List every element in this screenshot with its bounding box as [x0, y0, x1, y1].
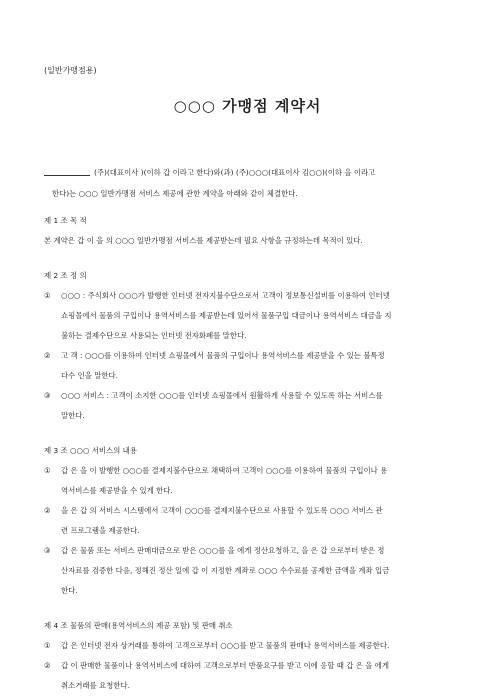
clause-number: ①: [44, 641, 51, 650]
clause-number: ③: [44, 391, 51, 400]
clause-item: [44, 386, 462, 426]
usage-label: (일반가맹점용): [44, 66, 97, 75]
clause-line: 련 프로그램을 제공한다.: [61, 526, 140, 535]
clause-number: ①: [44, 291, 51, 300]
article-heading: 제 3 조 ○○○ 서비스의 내용: [44, 446, 137, 455]
clause-line: 을 은 갑 의 서비스 시스템에서 고객이 ○○○를 결제지불수단으로 사용할 수 있도록 ○○○ 서비스 관: [61, 506, 383, 515]
clause-number: ②: [44, 351, 51, 360]
clause-line: 불하는 결제수단으로 사용되는 인터넷 전자화폐를 말한다.: [61, 331, 247, 340]
clause-line: 말한다.: [61, 411, 85, 420]
clause-number: ③: [44, 546, 51, 555]
clause-number: ②: [44, 661, 51, 670]
clause-line: 쇼핑몰에서 물품의 구입이나 용역서비스를 제공받는데 있어서 물품구입 대금이나 용역서비스 대금을 지: [61, 311, 392, 320]
clause-line: 산자료를 검증한 다음, 정해진 정산 일에 갑 이 지정한 계좌로 ○○○ 수수료를 공제한 금액을 계좌 입금: [61, 566, 390, 575]
clause-line: 갑 은 을 이 발행한 ○○○를 결제지불수단으로 채택하여 고객이 ○○○를 이용하여 물품의 구입이나 용: [61, 466, 388, 475]
blank-underline: [44, 168, 90, 176]
clause-item: [44, 636, 462, 656]
clause-item: [44, 541, 462, 601]
clause-item: [44, 501, 462, 541]
clause-number: ②: [44, 506, 51, 515]
intro-line-1: (주)(대표이사 )(이하 갑 이라고 한다)와(과) (주)○○○(대표이사 김○○)(이하 을 이라고: [44, 162, 459, 183]
clause-line: 갑 은 인터넷 전자 상거래를 통하여 고객으로부터 ○○○를 받고 물품의 판매나 용역서비스를 제공한다.: [61, 641, 390, 650]
intro-line-2: 한다)는 ○○○ 일반가맹점 서비스 제공에 관한 계약을 아래와 같이 체결한다.: [52, 189, 298, 198]
clause-item: [44, 286, 462, 346]
clause-line: 취소거래를 요청한다.: [61, 681, 130, 690]
article-3: [44, 440, 462, 601]
article-heading: 제 1 조 목 적: [44, 216, 87, 225]
article-paragraph: 본 계약은 갑 이 을 의 ○○○ 일반가맹점 서비스를 제공받는데 필요 사항을 규정하는데 목적이 있다.: [44, 236, 363, 245]
article-spacer: [44, 251, 462, 265]
clause-line: 한다.: [61, 586, 78, 595]
articles-section: [44, 210, 462, 696]
clause-item: [44, 656, 462, 696]
article-heading: 제 4 조 물품의 판매(용역서비스의 제공 포함) 및 판매 취소: [44, 621, 233, 630]
article-spacer: [44, 601, 462, 615]
clause-item: [44, 346, 462, 386]
clause-line: 갑 은 물품 또는 서비스 판매대금으로 받은 ○○○를 을 에게 정산요청하고, 을 은 갑 으로부터 받은 정: [61, 546, 385, 555]
clause-line: 다수 인을 말한다.: [61, 371, 119, 380]
article-2: [44, 265, 462, 426]
clause-line: 고 객 : ○○○를 이용하여 인터넷 쇼핑몰에서 물품의 구입이나 용역서비스를 제공받을 수 있는 불특정: [61, 351, 385, 360]
article-spacer: [44, 426, 462, 440]
clause-line: ○○○ : 주식회사 ○○○가 발행한 인터넷 전자지불수단으로서 고객이 정보통신설비를 이용하여 인터넷: [61, 291, 390, 300]
clause-item: [44, 461, 462, 501]
intro-paragraph: [44, 162, 459, 204]
article-1: [44, 210, 462, 251]
clause-line: 갑 이 판매한 물품이나 용역서비스에 대하여 고객으로부터 반품요구를 받고 이에 응할 때 갑 은 을 에게: [61, 661, 389, 670]
article-heading: 제 2 조 정 의: [44, 271, 87, 280]
clause-line: ○○○ 서비스 : 고객이 소지한 ○○○를 인터넷 쇼핑몰에서 원활하게 사용할 수 있도록 하는 서비스를: [61, 391, 383, 400]
clause-line: 역서비스를 제공받을 수 있게 한다.: [61, 486, 173, 495]
clause-number: ①: [44, 466, 51, 475]
page-title: ○○○ 가맹점 계약서: [173, 97, 322, 115]
article-4: [44, 615, 462, 696]
